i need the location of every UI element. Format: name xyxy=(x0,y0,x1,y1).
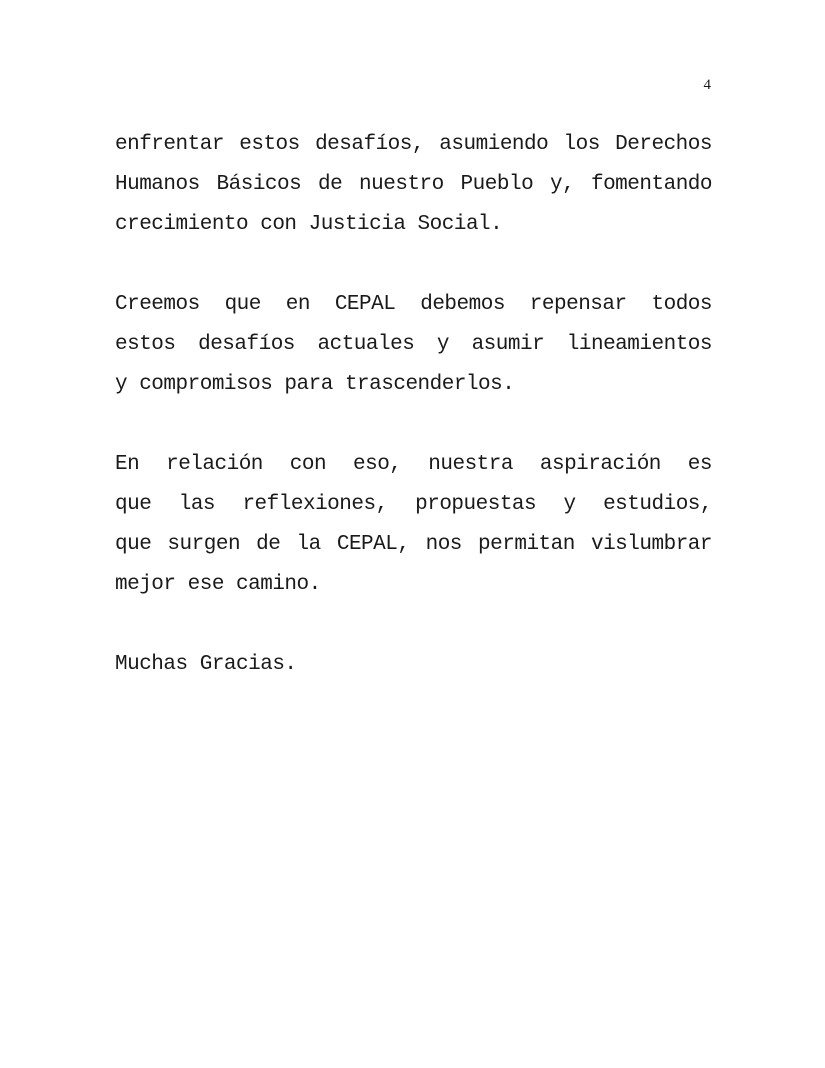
text-line: que las reflexiones, propuestas y estudios, xyxy=(115,493,712,516)
paragraph xyxy=(115,445,712,605)
text-line: En relación con eso, nuestra aspiración es xyxy=(115,453,712,476)
closing-line xyxy=(115,645,712,685)
page-number: 4 xyxy=(703,77,711,93)
text-line: Humanos Básicos de nuestro Pueblo y, fomentando xyxy=(115,173,712,196)
paragraph xyxy=(115,285,712,405)
text-line: y compromisos para trascenderlos. xyxy=(115,373,515,396)
text-line: crecimiento con Justicia Social. xyxy=(115,213,503,236)
text-line: que surgen de la CEPAL, nos permitan vislumbrar xyxy=(115,533,712,556)
text-line: estos desafíos actuales y asumir lineamientos xyxy=(115,333,712,356)
text-line: enfrentar estos desafíos, asumiendo los Derechos xyxy=(115,133,712,156)
text-line: Muchas Gracias. xyxy=(115,653,297,676)
paragraph xyxy=(115,125,712,245)
text-line: mejor ese camino. xyxy=(115,573,321,596)
document-body xyxy=(115,125,712,725)
text-line: Creemos que en CEPAL debemos repensar todos xyxy=(115,293,712,316)
